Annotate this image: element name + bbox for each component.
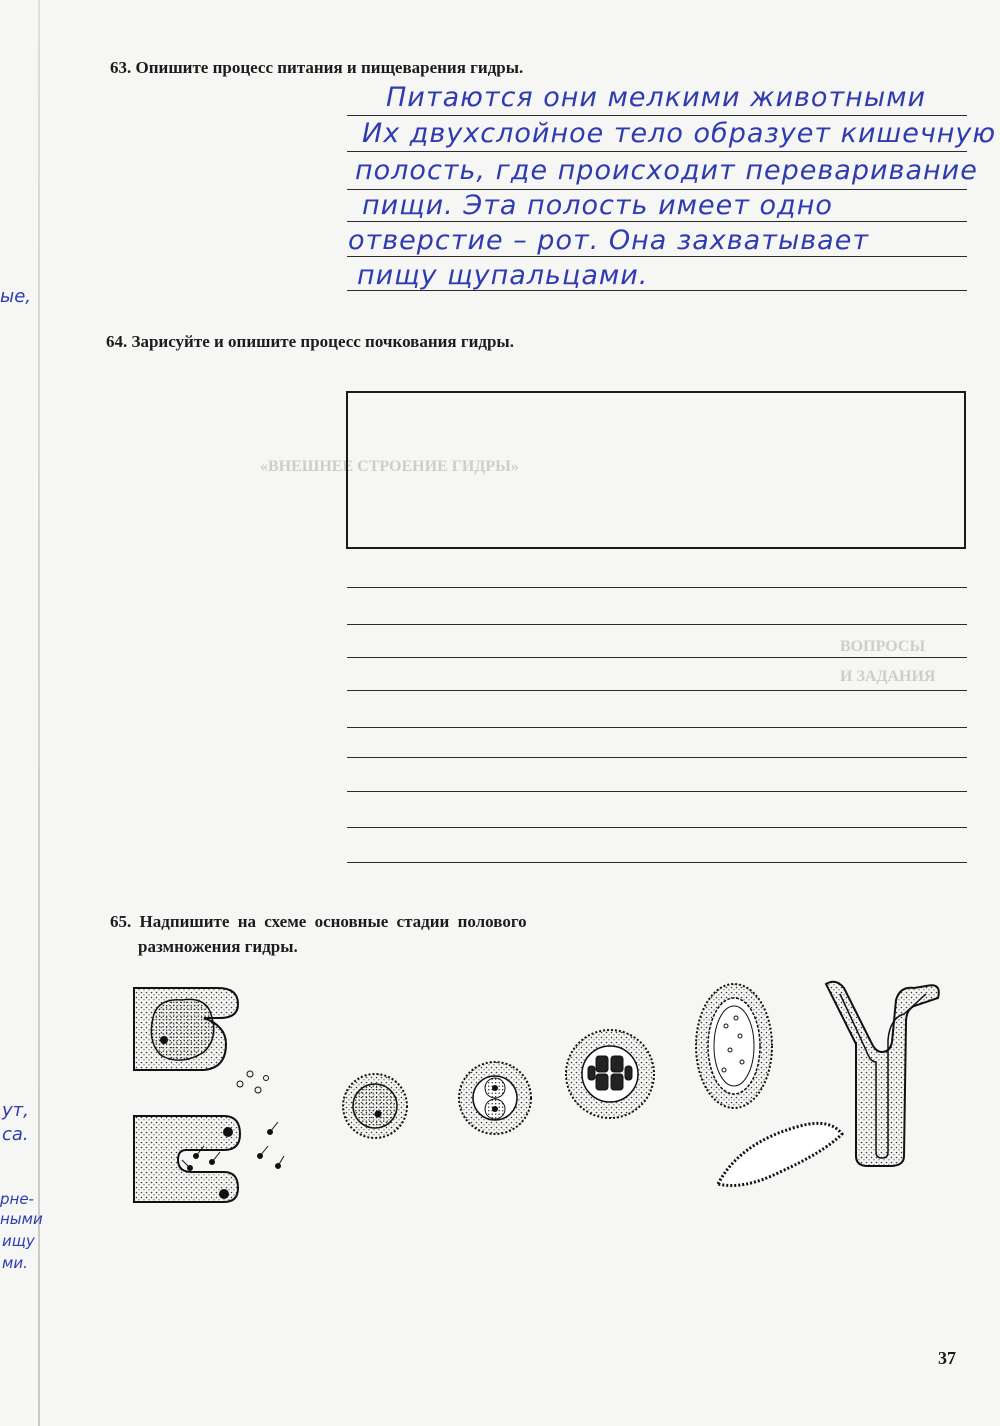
- morula-illustration: [566, 1030, 654, 1118]
- two-cell-stage-illustration: [459, 1062, 531, 1134]
- sexual-reproduction-scheme: [120, 966, 980, 1206]
- ruled-line: [347, 827, 967, 828]
- testis-illustration: [134, 1116, 284, 1202]
- handwritten-answer-line: полость, где происходит переваривание: [355, 155, 978, 186]
- drawing-box: [346, 391, 966, 549]
- margin-note: ми.: [2, 1254, 28, 1272]
- show-through-text: И ЗАДАНИЯ: [840, 668, 936, 685]
- zygote-illustration: [343, 1074, 407, 1138]
- margin-note: рне-: [0, 1190, 34, 1208]
- task-65-heading: 65. Надпишите на схеме основные стадии полового: [110, 912, 527, 931]
- margin-note: ными: [0, 1210, 43, 1228]
- ruled-line: [347, 624, 967, 625]
- handwritten-answer-line: Питаются они мелкими животными: [386, 82, 927, 113]
- planula-larva-illustration: [718, 1123, 842, 1185]
- margin-note: са.: [2, 1124, 29, 1145]
- show-through-text: «ВНЕШНЕЕ СТРОЕНИЕ ГИДРЫ»: [260, 458, 519, 475]
- young-hydra-illustration: [826, 982, 939, 1166]
- ruled-line: [347, 221, 967, 222]
- ruled-line: [347, 791, 967, 792]
- ruled-line: [347, 690, 967, 691]
- margin-note: ые,: [0, 286, 32, 307]
- blastula-illustration: [696, 984, 772, 1108]
- ruled-line: [347, 862, 967, 863]
- show-through-text: ВОПРОСЫ: [840, 638, 926, 655]
- ruled-line: [347, 757, 967, 758]
- ruled-line: [347, 657, 967, 658]
- task-64-heading: 64. Зарисуйте и опишите процесс почкования гидры.: [106, 332, 514, 351]
- ovary-illustration: [134, 988, 269, 1093]
- margin-note: ищу: [2, 1232, 35, 1250]
- ruled-line: [347, 587, 967, 588]
- handwritten-answer-line: Их двухслойное тело образует кишечную: [362, 118, 997, 149]
- ruled-line: [347, 151, 967, 152]
- handwritten-answer-line: пищу щупальцами.: [357, 260, 649, 291]
- handwritten-answer-line: отверстие – рот. Она захватывает: [348, 225, 870, 256]
- task-65-heading-line2: размножения гидры.: [138, 937, 298, 956]
- ruled-line: [347, 727, 967, 728]
- ruled-line: [347, 115, 967, 116]
- handwritten-answer-line: пищи. Эта полость имеет одно: [362, 190, 833, 221]
- margin-note: ут,: [2, 1100, 29, 1121]
- task-63-heading: 63. Опишите процесс питания и пищеварения гидры.: [110, 58, 524, 77]
- ruled-line: [347, 256, 967, 257]
- page-number: 37: [938, 1348, 956, 1368]
